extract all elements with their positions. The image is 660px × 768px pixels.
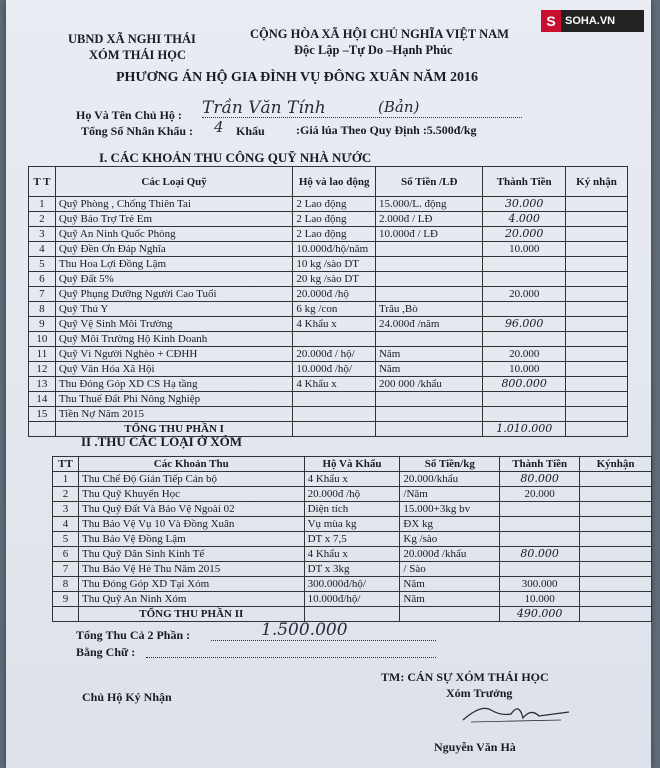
row-rate [375, 242, 482, 257]
header-motto: Độc Lập –Tự Do –Hạnh Phúc [294, 43, 453, 57]
row-item-name: Thu Hoa Lợi Đồng Lậm [55, 257, 293, 272]
row-number: 8 [53, 577, 79, 592]
row-item-name: Thu Bảo Vệ Hè Thu Năm 2015 [78, 562, 304, 577]
row-number: 9 [29, 317, 56, 332]
row-rate [375, 257, 482, 272]
row-item-name: Thu Chế Độ Gián Tiếp Cán bộ [78, 472, 304, 487]
row-basis: 6 kg /con [293, 302, 376, 317]
row-signature [566, 377, 628, 392]
row-basis: 4 Khẩu x [304, 547, 400, 562]
row-signature [566, 302, 628, 317]
row-rate: 20.000đ /khẩu [400, 547, 500, 562]
row-number: 2 [29, 212, 56, 227]
row-number: 1 [53, 472, 79, 487]
table-row [53, 502, 652, 517]
row-basis [293, 392, 376, 407]
rice-price: :Giá lúa Theo Quy Định :5.500đ/kg [296, 123, 477, 137]
table-row [29, 272, 628, 287]
row-item-name: Thu Đóng Góp XD CS Hạ tầng [55, 377, 293, 392]
table-row [53, 487, 652, 502]
document-page [6, 0, 651, 768]
row-number: 13 [29, 377, 56, 392]
row-number: 15 [29, 407, 56, 422]
row-basis: 20.000đ / hộ/ [293, 347, 376, 362]
table-row [29, 287, 628, 302]
soha-logo-icon: S [541, 10, 561, 32]
header-commune: UBND XÃ NGHI THÁI [68, 32, 196, 46]
row-basis: 2 Lao động [293, 197, 376, 212]
row-item-name: Quỹ Phụng Dưỡng Người Cao Tuổi [55, 287, 293, 302]
row-signature [580, 517, 652, 532]
row-rate: Trâu ,Bò [375, 302, 482, 317]
row-number: 6 [29, 272, 56, 287]
row-item-name: Quỹ Vệ Sinh Môi Trường [55, 317, 293, 332]
signature-mark [461, 700, 571, 726]
row-item-name: Quỹ Văn Hóa Xã Hội [55, 362, 293, 377]
row-amount [500, 532, 580, 547]
table-row [53, 547, 652, 562]
row-rate: Kg /sào [400, 532, 500, 547]
row-item-name: Thu Quỹ An Ninh Xóm [78, 592, 304, 607]
row-amount: 10.000 [483, 362, 566, 377]
soha-watermark: S SOHA.VN [541, 10, 644, 32]
row-signature [566, 212, 628, 227]
row-rate: 20.000/khẩu [400, 472, 500, 487]
table-row [29, 257, 628, 272]
section1-total-row: TỔNG THU PHẦN I 1.010.000 [29, 422, 628, 437]
table-row [29, 227, 628, 242]
row-rate: Năm [400, 577, 500, 592]
row-basis: 300.000đ/hộ/ [304, 577, 400, 592]
table-row [29, 347, 628, 362]
row-amount [483, 257, 566, 272]
row-number: 9 [53, 592, 79, 607]
section2-total-row: TỔNG THU PHẦN II 490.000 [53, 607, 652, 622]
row-rate [375, 272, 482, 287]
row-signature [566, 392, 628, 407]
row-item-name: Quỹ Vì Người Nghèo + CĐHH [55, 347, 293, 362]
row-signature [580, 592, 652, 607]
table-row [29, 317, 628, 332]
row-rate: Năm [375, 362, 482, 377]
table-row [53, 562, 652, 577]
householder-sign-label: Chủ Hộ Ký Nhận [82, 690, 172, 704]
row-basis [293, 407, 376, 422]
row-item-name: Thu Bảo Vệ Đồng Lậm [78, 532, 304, 547]
row-item-name: Quỹ An Ninh Quốc Phòng [55, 227, 293, 242]
row-basis: 10.000đ/hộ/ [304, 592, 400, 607]
row-basis: 4 Khẩu x [304, 472, 400, 487]
row-signature [580, 532, 652, 547]
row-basis: 20.000đ /hộ [304, 487, 400, 502]
table-row [29, 302, 628, 317]
table-row [53, 577, 652, 592]
row-rate: ĐX kg [400, 517, 500, 532]
tm-line: TM: CÁN SỰ XÓM THÁI HỌC [381, 670, 549, 684]
row-basis: DT x 7,5 [304, 532, 400, 547]
row-item-name: Quỹ Bảo Trợ Trẻ Em [55, 212, 293, 227]
row-item-name: Thu Thuế Đất Phi Nông Nghiệp [55, 392, 293, 407]
row-signature [566, 407, 628, 422]
row-rate: 10.000đ / LĐ [375, 227, 482, 242]
section2-title: II .THU CÁC LOẠI Ở XÓM [81, 434, 243, 449]
name-extra: (Bản) [378, 98, 420, 116]
row-signature [566, 332, 628, 347]
row-number: 11 [29, 347, 56, 362]
row-item-name: Quỹ Đất 5% [55, 272, 293, 287]
row-number: 2 [53, 487, 79, 502]
row-rate [375, 407, 482, 422]
amount-in-words-label: Bằng Chữ : [76, 645, 136, 659]
row-number: 3 [53, 502, 79, 517]
row-basis: 4 Khẩu x [293, 317, 376, 332]
row-basis: 2 Lao động [293, 212, 376, 227]
row-amount: 20.000 [483, 287, 566, 302]
row-amount [483, 392, 566, 407]
row-number: 3 [29, 227, 56, 242]
section1-title: I. CÁC KHOẢN THU CÔNG QUỸ NHÀ NƯỚC [99, 150, 372, 165]
row-signature [580, 472, 652, 487]
header-country: CỘNG HÒA XÃ HỘI CHỦ NGHĨA VIỆT NAM [250, 27, 509, 41]
row-amount: 800.000 [483, 377, 566, 392]
document-title: PHƯƠNG ÁN HỘ GIA ĐÌNH VỤ ĐÔNG XUÂN NĂM 2016 [116, 70, 479, 85]
row-signature [580, 577, 652, 592]
row-signature [566, 272, 628, 287]
table-row [29, 407, 628, 422]
row-number: 8 [29, 302, 56, 317]
row-number: 14 [29, 392, 56, 407]
section2-header-row: TT Các Khoản Thu Hộ Và Khẩu Số Tiền/kg Thành Tiền Kýnhận [53, 457, 652, 472]
row-amount [483, 332, 566, 347]
row-item-name: Quỹ Đền Ơn Đáp Nghĩa [55, 242, 293, 257]
row-number: 7 [53, 562, 79, 577]
table-row [29, 197, 628, 212]
row-basis: 10 kg /sào DT [293, 257, 376, 272]
table-row [53, 517, 652, 532]
signer-name: Nguyễn Văn Hà [434, 740, 516, 754]
row-number: 6 [53, 547, 79, 562]
table-row [53, 592, 652, 607]
row-amount: 10.000 [483, 242, 566, 257]
row-item-name: Quỹ Phòng , Chống Thiên Tai [55, 197, 293, 212]
row-basis [293, 332, 376, 347]
row-basis: Vụ mùa kg [304, 517, 400, 532]
grand-total-label: Tổng Thu Cả 2 Phần : [76, 628, 191, 642]
table-row [53, 532, 652, 547]
row-amount [500, 502, 580, 517]
table-row [29, 362, 628, 377]
row-signature [566, 197, 628, 212]
row-amount: 96.000 [483, 317, 566, 332]
row-item-name: Thu Quỹ Khuyến Học [78, 487, 304, 502]
row-amount [483, 272, 566, 287]
row-rate: /Năm [400, 487, 500, 502]
row-signature [566, 317, 628, 332]
name-label: Họ Và Tên Chủ Hộ : [76, 108, 182, 122]
row-amount: 20.000 [500, 487, 580, 502]
row-item-name: Thu Quỹ Đất Và Bảo Vệ Ngoài 02 [78, 502, 304, 517]
row-amount: 30.000 [483, 197, 566, 212]
row-number: 10 [29, 332, 56, 347]
row-item-name: Quỹ Thú Y [55, 302, 293, 317]
row-amount: 80.000 [500, 472, 580, 487]
row-number: 1 [29, 197, 56, 212]
header-hamlet: XÓM THÁI HỌC [89, 48, 186, 62]
row-rate: 200 000 /khẩu [375, 377, 482, 392]
row-rate: 15.000/L. động [375, 197, 482, 212]
row-signature [580, 547, 652, 562]
signer-role: Xóm Trưởng [446, 686, 513, 700]
row-rate: 15.000+3kg bv [400, 502, 500, 517]
row-basis: 10.000đ /hộ/ [293, 362, 376, 377]
table-row [29, 242, 628, 257]
row-item-name: Quỹ Môi Trường Hộ Kinh Doanh [55, 332, 293, 347]
row-amount: 80.000 [500, 547, 580, 562]
row-basis: 20 kg /sào DT [293, 272, 376, 287]
row-number: 4 [53, 517, 79, 532]
row-signature [566, 362, 628, 377]
row-basis: 2 Lao động [293, 227, 376, 242]
row-rate [375, 392, 482, 407]
row-amount: 20.000 [483, 227, 566, 242]
row-basis: DT x 3kg [304, 562, 400, 577]
household-size-unit: Khẩu [236, 124, 265, 138]
grand-total-value: 1.500.000 [261, 620, 348, 640]
table-row [29, 392, 628, 407]
row-amount [500, 562, 580, 577]
row-rate: Năm [400, 592, 500, 607]
row-signature [580, 487, 652, 502]
row-item-name: Thu Quỹ Dân Sinh Kinh Tế [78, 547, 304, 562]
row-rate: 2.000đ / LĐ [375, 212, 482, 227]
row-rate: 24.000đ /năm [375, 317, 482, 332]
household-size-label: Tổng Số Nhân Khẩu : [81, 124, 194, 138]
row-signature [566, 227, 628, 242]
table-row [53, 472, 652, 487]
row-basis: 20.000đ /hộ [293, 287, 376, 302]
row-signature [566, 257, 628, 272]
section1-table [28, 166, 628, 437]
table-row [29, 377, 628, 392]
row-number: 7 [29, 287, 56, 302]
row-item-name: Thu Bảo Vệ Vụ 10 Và Đồng Xuân [78, 517, 304, 532]
row-number: 5 [53, 532, 79, 547]
row-number: 4 [29, 242, 56, 257]
row-amount: 300.000 [500, 577, 580, 592]
row-number: 5 [29, 257, 56, 272]
row-amount: 20.000 [483, 347, 566, 362]
row-basis: 4 Khẩu x [293, 377, 376, 392]
row-rate [375, 332, 482, 347]
household-size-value: 4 [214, 118, 224, 136]
row-amount: 4.000 [483, 212, 566, 227]
row-amount [483, 407, 566, 422]
row-rate: / Sào [400, 562, 500, 577]
name-value: Trần Văn Tính [202, 98, 326, 118]
table-row [29, 212, 628, 227]
row-rate [375, 287, 482, 302]
section1-header-row: T T Các Loại Quỹ Hộ và lao động Số Tiền /LĐ Thành Tiền Ký nhận [29, 167, 628, 197]
row-signature [580, 562, 652, 577]
section2-table [52, 456, 652, 622]
row-signature [566, 287, 628, 302]
row-signature [580, 502, 652, 517]
row-signature [566, 347, 628, 362]
row-basis: 10.000đ/hộ/năm [293, 242, 376, 257]
row-item-name: Tiền Nợ Năm 2015 [55, 407, 293, 422]
table-row [29, 332, 628, 347]
row-rate: Năm [375, 347, 482, 362]
row-amount [500, 517, 580, 532]
row-number: 12 [29, 362, 56, 377]
row-amount: 10.000 [500, 592, 580, 607]
row-signature [566, 242, 628, 257]
row-item-name: Thu Đóng Góp XD Tại Xóm [78, 577, 304, 592]
row-basis: Diện tích [304, 502, 400, 517]
row-amount [483, 302, 566, 317]
